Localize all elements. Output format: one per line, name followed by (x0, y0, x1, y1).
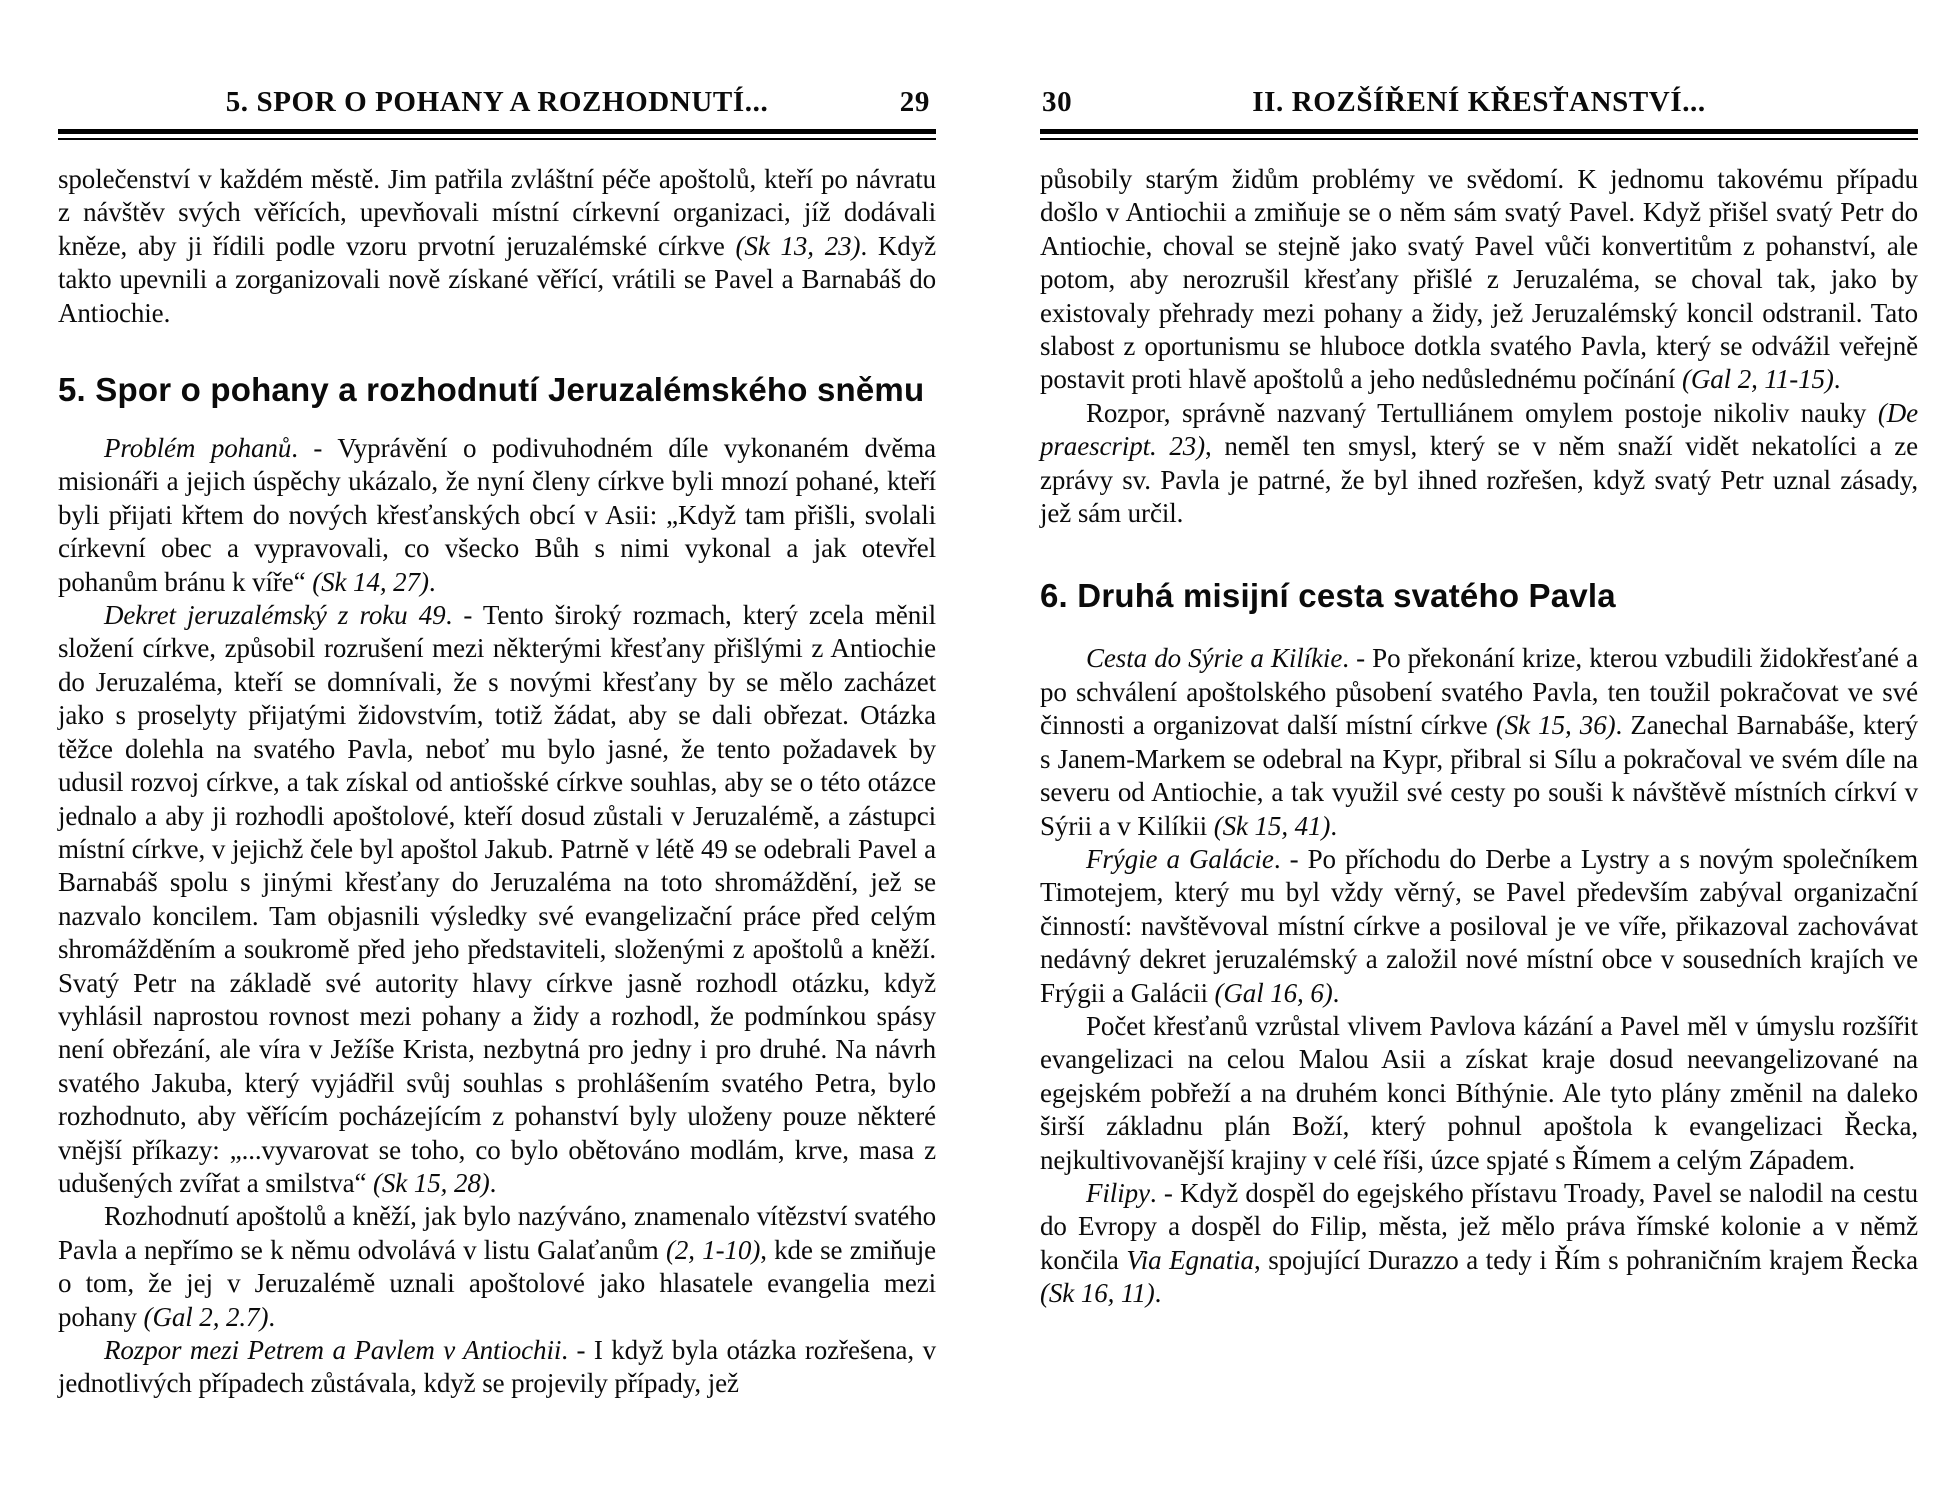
page-body (1040, 163, 1918, 1311)
paragraph: Rozpor mezi Petrem a Pavlem v Antiochii. - I když byla otázka rozřešena, v jednotlivých případech zůstávala, když se projevily případy, jež (58, 1335, 936, 1399)
section-heading: 6. Druhá misijní cesta svatého Pavla (1040, 577, 1616, 615)
paragraph: společenství v každém městě. Jim patřila zvláštní péče apoštolů, kteří po návratu z návštěv svých věřících, upevňovali místní církevní organizaci, jíž dodávali kněze, aby ji řídili podle vzoru prvotní jeruzalémské církve (Sk 13, 23). Když takto upevnili a zorganizovali nově získané věřící, vrátili se Pavel a Barnabáš do Antiochie. (58, 164, 936, 328)
page-right (1040, 84, 1918, 1311)
paragraph: působily starým židům problémy ve svědomí. K jednomu takovému případu došlo v Antiochii a zmiňuje se o něm sám svatý Pavel. Když přišel svatý Petr do Antiochie, choval se stejně jako svatý Pavel vůči konvertitům z pohanství, ale potom, aby nerozrušil křesťany přišlé z Jeruzaléma, se choval tak, jako by existovaly přehrady mezi pohany a židy, jež Jeruzalémský koncil odstranil. Tato slabost z oportunismu se hluboce dotkla svatého Pavla, který se odvážil veřejně postavit proti hlavě apoštolů a jeho nedůslednému počínání (Gal 2, 11-15). (1040, 164, 1918, 395)
paragraph: Problém pohanů. - Vyprávění o podivuhodném díle vykonaném dvěma misionáři a jejich úspěchy ukázalo, že nyní členy církve byli mnozí pohané, kteří byli přijati křtem do nových křesťanských obcí v Asii: „Když tam přišli, svolali církevní obec a vypravovali, co všecko Bůh s nimi vykonal a jak otevřel pohanům bránu k víře“ (Sk 14, 27). (58, 433, 936, 597)
paragraph: Frýgie a Galácie. - Po příchodu do Derbe a Lystry a s novým společníkem Timotejem, který mu byl vždy věrný, se Pavel především zabýval organizační činností: navštěvoval místní církve a posiloval je ve víře, přikazoval zachovávat nedávný dekret jeruzalémský a založil nové místní obce v sousedních krajích ve Frýgii a Galácii (Gal 16, 6). (1040, 843, 1918, 1008)
paragraph: Rozpor, správně nazvaný Tertulliánem omylem postoje nikoliv nauky (De praescript. 23), neměl ten smysl, který se v něm snaží vidět nekatolíci a ze zprávy sv. Pavla je patrné, že byl ihned rozřešen, když svatý Petr uznal zásady, jež sám určil. (1040, 397, 1918, 529)
page-body (58, 163, 936, 1401)
header-rule (1040, 129, 1918, 140)
header-rule-thin (58, 138, 936, 140)
running-header-title: II. ROZŠÍŘENÍ KŘESŤANSTVÍ... (1252, 86, 1706, 118)
page-number: 29 (899, 86, 930, 118)
paragraph: Cesta do Sýrie a Kilíkie. - Po překonání krize, kterou vzbudili židokřesťané a po schválení apoštolského působení svatého Pavla, ten toužil pokračovat ve své činnosti a organizovat další místní církve (Sk 15, 36). Zanechal Barnabáše, který s Janem-Markem se odebral na Kypr, přibral si Sílu a pokračoval ve svém díle na severu od Antiochie, a tak využil své cesty po souši k návštěvě místních církví v Sýrii a v Kilíkii (Sk 15, 41). (1040, 643, 1919, 841)
paragraph: Filipy. - Když dospěl do egejského přístavu Troady, Pavel se nalodil na cestu do Evropy a dospěl do Filip, města, jež mělo práva římské kolonie a v němž končila Via Egnatia, spojující Durazzo a tedy i Řím s pohraničním krajem Řecka (Sk 16, 11). (1040, 1177, 1919, 1309)
running-header-title: 5. SPOR O POHANY A ROZHODNUTÍ... (225, 86, 769, 118)
running-header (1040, 84, 1918, 120)
header-rule (58, 129, 936, 140)
header-rule-thick (1040, 129, 1918, 134)
paragraph: Počet křesťanů vzrůstal vlivem Pavlova kázání a Pavel měl v úmyslu rozšířit evangelizaci na celou Malou Asii a získat kraje dosud neevangelizované na egejském pobřeží a na druhém konci Bíthýnie. Ale tyto plány změnil na daleko širší základnu plán Boží, který pohnul apoštola k evangelizaci Řecka, nejkultivovanější krajiny v celé říši, úzce spjaté s Římem a celým Západem. (1040, 1010, 1918, 1175)
page-number: 30 (1042, 86, 1073, 118)
paragraph: Rozhodnutí apoštolů a kněží, jak bylo nazýváno, znamenalo vítězství svatého Pavla a nepřímo se k němu odvolává v listu Galaťanům (2, 1-10), kde se zmiňuje o tom, že jej v Jeruzalémě uznali apoštolové jako hlasatele evangelia mezi pohany (Gal 2, 2.7). (58, 1201, 936, 1332)
paragraph: Dekret jeruzalémský z roku 49. - Tento široký rozmach, který zcela měnil složení církve, způsobil rozrušení mezi některými křesťany přišlými z Antiochie do Jeruzaléma, kteří se domnívali, že s novými křesťany by se mělo zacházet jako s proselyty přijatými židovstvím, totiž žádat, aby se dali obřezat. Otázka těžce dolehla na svatého Pavla, neboť mu bylo jasné, že tento požadavek by udusil rozvoj církve, a tak získal od antiošské církve souhlas, aby se o této otázce jednalo a aby ji rozhodli apoštolové, kteří dosud zůstali v Jeruzalémě, a zástupci místní církve, v jejichž čele byl apoštol Jakub. Patrně v létě 49 se odebrali Pavel a Barnabáš spolu s jinými křesťany do Jeruzaléma na toto shromáždění, jež se nazvalo koncilem. Tam objasnili výsledky své evangelizační práce před celým shromážděním a soukromě před jeho představiteli, složenými z apoštolů a kněží. Svatý Petr na základě své autority hlavy církve jasně rozhodl otázku, když vyhlásil naprostou rovnost mezi pohany a židy a rozhodl, že podmínkou spásy není obřezání, ale víra v Ježíše Krista, nezbytná pro jedny i pro druhé. Na návrh svatého Jakuba, který vyjádřil svůj souhlas s prohlášením svatého Petra, bylo rozhodnuto, aby věřícím pocházejícím z pohanství byly uloženy pouze některé vnější příkazy: „...vyvarovat se toho, co bylo obětováno modlám, krve, masa z udušených zvířat a smilstva“ (Sk 15, 28). (58, 600, 936, 1198)
running-header (58, 84, 936, 120)
header-rule-thick (58, 129, 936, 134)
page-left (58, 84, 936, 1401)
header-rule-thin (1040, 138, 1918, 140)
section-heading: 5. Spor o pohany a rozhodnutí Jeruzalémského sněmu (58, 371, 925, 409)
